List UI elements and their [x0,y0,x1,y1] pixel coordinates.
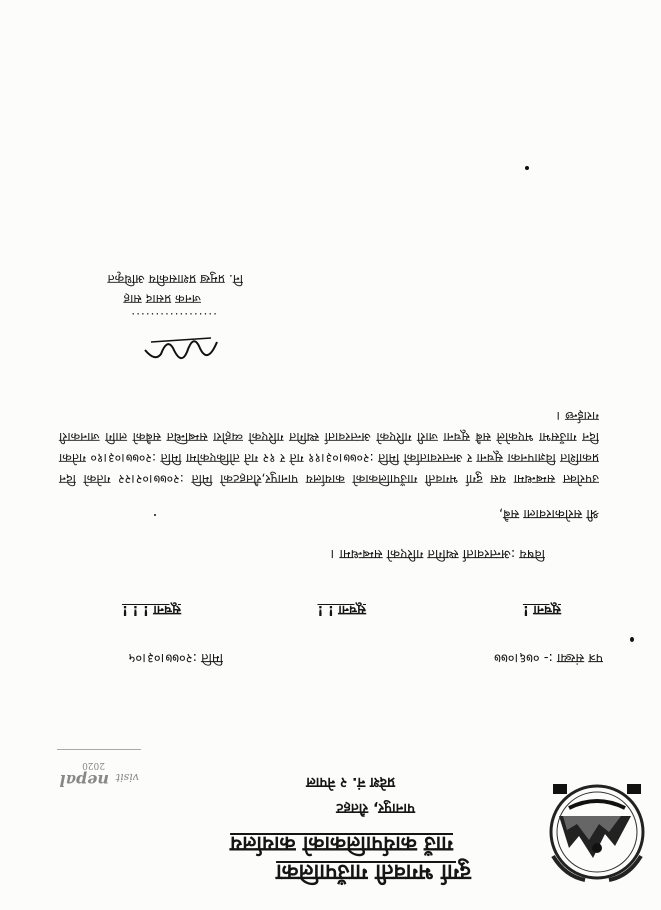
reference-number [494,650,603,668]
watermark-brand: nepal [59,771,109,790]
reference-label: पत्र संख्या :- [543,650,603,665]
reference-value: ०७६।०७७ [494,650,540,665]
nepal-emblem-icon [545,778,649,886]
subject-line: विषय :अन्तरवार्ता स्थगित गरिएको सम्बन्धमा । [330,546,545,561]
watermark-year: 2020 [82,760,105,770]
org-subtitle: गाउँ कार्यपालिकाको कार्यालय [230,832,453,856]
watermark-underline [57,749,141,750]
scan-speck [154,514,156,516]
signatory-title: नि. प्रमुख प्रशासकीय अधिकृत [107,272,243,287]
letter-date [129,650,223,668]
org-title: दुर्गा भगवती गाउँपालिका [276,859,471,884]
signatory-name: जनक प्रसाद साह [123,292,201,307]
date-label: मिति [201,650,223,665]
salutation: श्री सरोकारवाला सबै, [498,506,599,521]
date-value: :२०७७।०३।०५ [128,650,197,665]
watermark-visit: visit [115,771,139,784]
notice-heading-1: सूचना ! [522,602,561,617]
signature-dots: .................. [130,310,217,324]
signature-icon [141,332,221,372]
visit-nepal-watermark [49,730,149,790]
letter-body: उपरोक्त सम्बन्धमा यस दुर्गा भगवती गाउँपालिकाको कार्यालय पानापुर,रौतहटको मिति :२०७७।०२।२२ गतेको दिन प्रकाशित विज्ञापनका सूचना र अन्तरवार्ताको मिति :२०७७।०३।११ गते र १२ गते तोकिएकोमा मिति :२०७७।०३।१० गतेका दिन गाउँसभा भएकोले सबै सूचना जारी गरिएको अन्तरवार्ता स्थगित गरिएको व्यहोरा सम्बन्धित सबैको लागि जानकारी गराईन्छ । [59,409,599,487]
notice-heading-3: सूचना ! ! ! [122,602,181,617]
scan-speck [630,637,634,642]
org-province: प्रदेश नं. २ नेपाल [306,774,395,790]
org-address: पानापुर, रौतहट [336,800,415,816]
scan-speck [525,166,529,170]
notice-heading-2: सूचना ! ! [317,602,366,617]
